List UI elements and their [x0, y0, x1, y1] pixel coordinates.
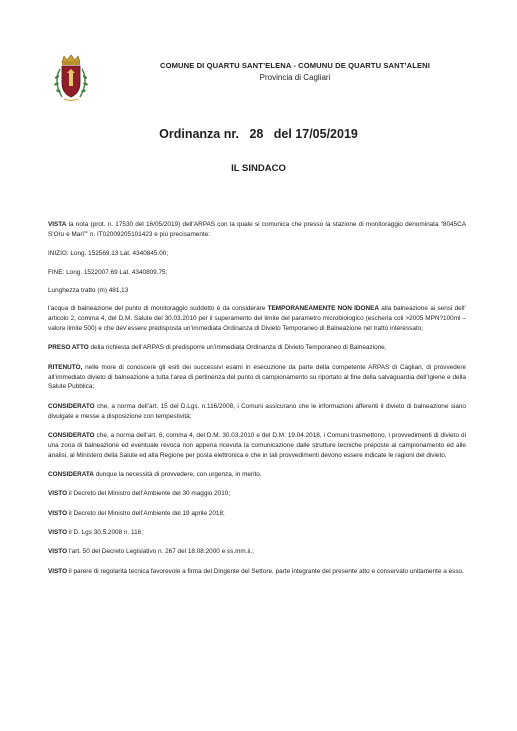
body-paragraph: [48, 431, 466, 460]
paragraph-text: l’art. 50 del Decreto Legislativo n. 267 del 18.08.2000 e ss.mm.ii.;: [67, 548, 254, 556]
paragraph-text: nelle more di conoscere gli esiti dei successivi esami in esecuzione da parte della competente ARPAS di Cagliari, di provvedere all’immediato divieto di balneazione a tutta l’area di pertinenza del punto di campionamento su riportato al fine della salvaguardia dell’Igiene e della Salute Pubblica;: [48, 363, 466, 391]
body-paragraph: [48, 489, 466, 499]
paragraph-lead: RITENUTO,: [48, 363, 83, 371]
paragraph-text: della richiesta dell’ARPAS di predisporre un’immediata Ordinanza di Divieto Temporaneo di Balneazione,: [88, 344, 387, 352]
paragraph-text: il parere di regolarità tecnica favorevole a firma del Dingente del Settore, parte integrante del presente atto e conservato unitamente a esso.: [67, 567, 464, 575]
paragraph-text: il Decreto del Ministro dell’Ambiente del 30 maggio 2010;: [67, 490, 231, 498]
paragraph-lead: VISTO: [48, 509, 68, 517]
paragraph-text: l’acqua di balneazione del punto di monitoraggio suddetto è da considerare: [48, 305, 268, 313]
paragraph-lead: CONSIDERATO: [48, 402, 95, 410]
paragraph-text: Lunghezza tratto (m) 481,13: [48, 286, 129, 294]
ordinance-date: del 17/05/2019: [273, 127, 358, 141]
body-paragraph: [48, 343, 466, 353]
paragraph-lead: CONSIDERATA: [48, 470, 94, 478]
paragraph-tail: alla balneazione ai sensi dell’ articolo 2, comma 4, del D.M. Salute del 30.03.2010 per il superamento del limite del parametro microbiologico (escheria coli >2005 MPN?100ml – valore limite 500) e che dev’essere predisposta un’immediata Ordinanza di Divieto Temporaneo di Balneazione nel tratto interessato;: [48, 305, 466, 332]
paragraph-text: la nota (prot. n. 17530 del 16/05/2019) dell’ARPAS con la quale si comunica che presso la stazione di monitoraggio denominata “8045CA S’Oru e Mari”” n. IT020092051014​23 e più precisamente:: [48, 221, 466, 238]
province-subtitle: Provincia di Cagliari: [259, 73, 331, 82]
body-paragraph: [48, 528, 466, 538]
body-paragraph: [48, 268, 466, 278]
paragraph-text: che, a norma dell’art. 6, comma 4, del D.M. 30.03.2010 e del D.M. 19.04.2018, i Comuni trasmettono, i provvedimenti di divieto di una zona di balneazione ed eventuale revoca non appena ricevuta la comunicazione dalle strutture tecniche preposte al campionamento ed alle analisi, al Ministero della Salute ed alla Regione per posta elettronica e che in tali provvedimenti devono essere indicate le ragioni del divieto.: [48, 431, 466, 459]
paragraph-text: che, a norma dell’art. 15 del D.Lgs. n.116/2008, i Comuni assicurano che le informazioni afferenti il divieto di balneazione siano divulgate e messe a disposizione con tempestività;: [48, 402, 466, 420]
body-paragraph: [48, 286, 466, 296]
body-paragraph: [48, 363, 466, 392]
paragraph-lead: VISTO: [48, 490, 68, 498]
paragraph-lead: VISTO: [48, 529, 68, 537]
body-paragraph: [48, 402, 466, 422]
ordinance-number: 28: [249, 127, 264, 141]
ordinance-title: [0, 127, 517, 141]
paragraph-text: il D. Lgs 30.5.2008 n. 116;: [67, 529, 143, 537]
paragraph-lead: VISTA: [48, 221, 67, 228]
paragraph-lead: PRESO ATTO: [48, 344, 89, 352]
municipal-crest-icon: [50, 53, 92, 105]
authority-heading: IL SINDACO: [231, 163, 286, 174]
paragraph-text: FINE: Long. 1522007.69 Lat. 4340809.75;: [48, 268, 168, 276]
body-paragraph: [48, 509, 466, 519]
document-body: [48, 220, 466, 586]
body-paragraph: [48, 470, 466, 480]
paragraph-lead: VISTO: [48, 548, 68, 556]
paragraph-emphasis: TEMPORANEAMENTE NON IDONEA: [267, 305, 379, 313]
paragraph-text: dunque la necessità di provvedere, con urgenza, in merito.: [93, 470, 262, 478]
document-header: [100, 61, 490, 82]
paragraph-text: INIZIO: Long. 152569.13 Lat. 4340845.00;: [48, 250, 169, 258]
body-paragraph: [48, 249, 466, 259]
body-paragraph: [48, 567, 466, 577]
ordinance-label: Ordinanza nr.: [159, 127, 240, 141]
body-paragraph: [48, 220, 466, 240]
paragraph-lead: VISTO: [48, 567, 68, 575]
municipality-title: COMUNE DI QUARTU SANT’ELENA - COMUNU DE QUARTU SANT’ALENI: [160, 61, 430, 70]
body-paragraph: [48, 304, 466, 333]
paragraph-lead: CONSIDERATO: [48, 431, 95, 439]
paragraph-text: il Decreto del Ministro dell’Ambiente del 19 aprile 2018;: [67, 509, 225, 517]
body-paragraph: [48, 547, 466, 557]
